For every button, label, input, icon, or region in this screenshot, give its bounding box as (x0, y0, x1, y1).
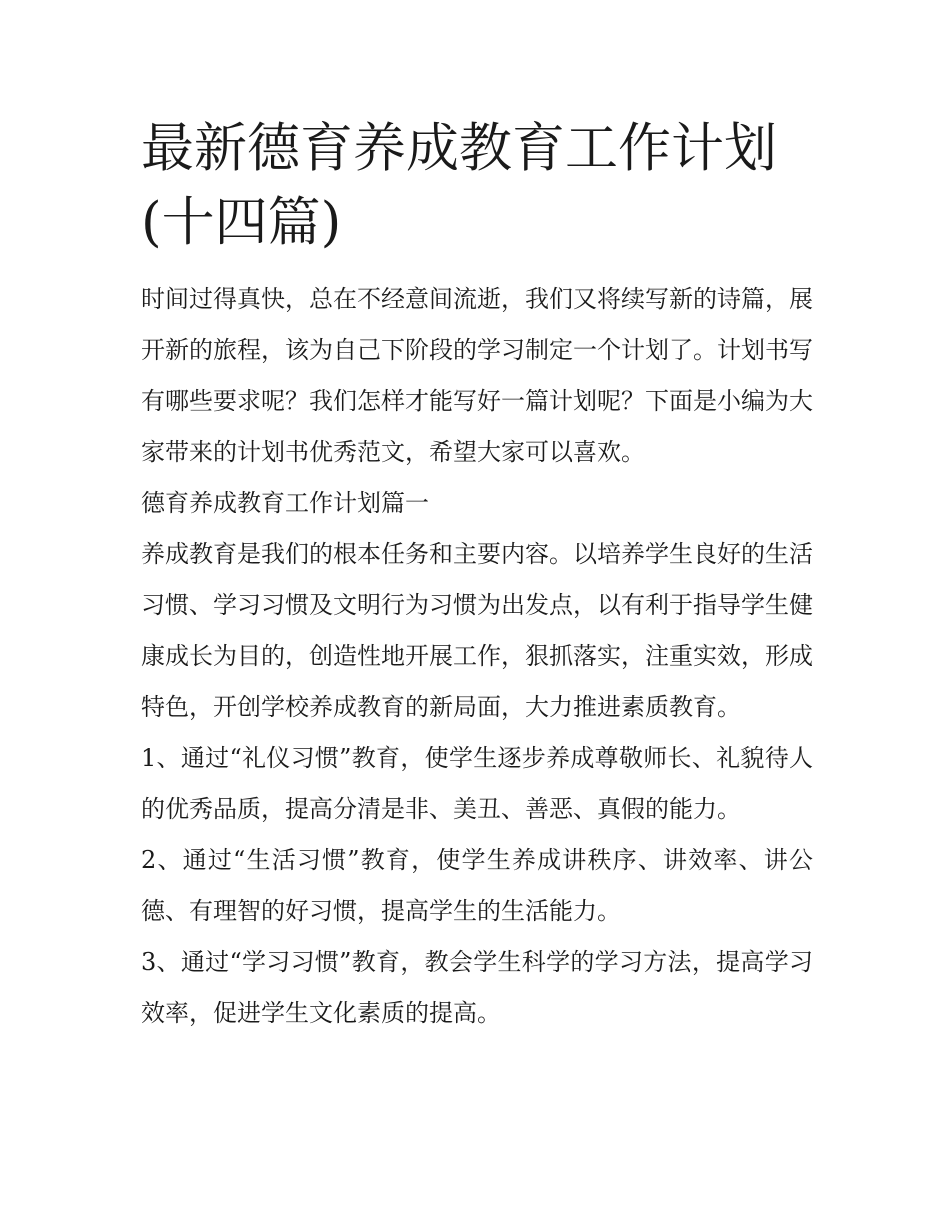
list-item-1: 1、通过“礼仪习惯”教育，使学生逐步养成尊敬师长、礼貌待人的优秀品质，提高分清是非、美丑、善恶、真假的能力。 (141, 744, 813, 823)
section-heading: 德育养成教育工作计划篇一 (141, 489, 429, 517)
section-paragraph: 养成教育是我们的根本任务和主要内容。以培养学生良好的生活习惯、学习习惯及文明行为习惯为出发点，以有利于指导学生健康成长为目的，创造性地开展工作，狠抓落实，注重实效，形成特色，开创学校养成教育的新局面，大力推进素质教育。 (141, 540, 813, 721)
document-title: 最新德育养成教育工作计划(十四篇) (141, 118, 777, 253)
list-item-3: 3、通过“学习习惯”教育，教会学生科学的学习方法，提高学习效率，促进学生文化素质的提高。 (141, 948, 813, 1027)
list-item-2: 2、通过“生活习惯”教育，使学生养成讲秩序、讲效率、讲公德、有理智的好习惯，提高学生的生活能力。 (141, 846, 813, 925)
document-page (141, 112, 813, 1039)
intro-paragraph: 时间过得真快，总在不经意间流逝，我们又将续写新的诗篇，展开新的旅程，该为自己下阶段的学习制定一个计划了。计划书写有哪些要求呢？我们怎样才能写好一篇计划呢？下面是小编为大家带来的计划书优秀范文，希望大家可以喜欢。 (141, 285, 813, 466)
